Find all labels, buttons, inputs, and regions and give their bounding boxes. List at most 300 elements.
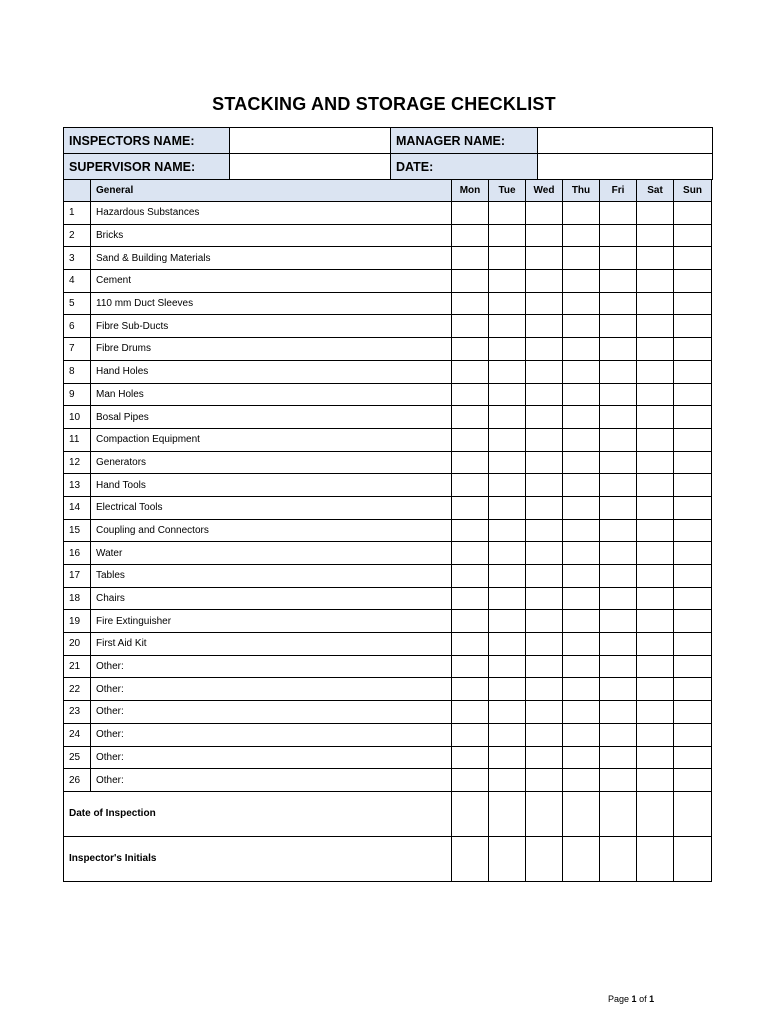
item-number: 22 [64,678,91,701]
checklist-row [64,678,712,701]
day-check-cell[interactable] [489,474,526,497]
item-number: 18 [64,587,91,610]
day-check-cell[interactable] [674,542,712,565]
day-check-cell[interactable] [674,406,712,429]
day-check-cell[interactable] [600,292,637,315]
day-cell[interactable] [637,836,674,881]
day-check-cell[interactable] [637,360,674,383]
day-check-cell[interactable] [452,474,489,497]
document-title: STACKING AND STORAGE CHECKLIST [212,94,556,114]
day-check-cell[interactable] [489,247,526,270]
day-check-cell[interactable] [600,451,637,474]
day-check-cell[interactable] [674,610,712,633]
day-check-cell[interactable] [674,474,712,497]
day-check-cell[interactable] [489,270,526,293]
day-cell[interactable] [600,836,637,881]
item-number: 1 [64,202,91,225]
day-cell[interactable] [674,791,712,836]
day-check-cell[interactable] [526,565,563,588]
day-check-cell[interactable] [563,224,600,247]
day-check-cell[interactable] [563,451,600,474]
item-number: 23 [64,701,91,724]
day-check-cell[interactable] [452,769,489,792]
day-check-cell[interactable] [563,292,600,315]
day-check-cell[interactable] [526,587,563,610]
day-check-cell[interactable] [600,315,637,338]
day-check-cell[interactable] [600,474,637,497]
day-check-cell[interactable] [674,292,712,315]
day-cell[interactable] [563,791,600,836]
day-check-cell[interactable] [526,247,563,270]
day-cell[interactable] [674,836,712,881]
day-check-cell[interactable] [526,542,563,565]
day-check-cell[interactable] [489,565,526,588]
day-check-cell[interactable] [526,202,563,225]
day-check-cell[interactable] [526,678,563,701]
day-check-cell[interactable] [674,701,712,724]
day-header-thu: Thu [563,180,600,202]
day-check-cell[interactable] [452,338,489,361]
day-check-cell[interactable] [600,224,637,247]
day-check-cell[interactable] [637,270,674,293]
day-check-cell[interactable] [637,519,674,542]
day-check-cell[interactable] [526,224,563,247]
day-check-cell[interactable] [452,451,489,474]
item-number: 25 [64,746,91,769]
item-label: Hazardous Substances [91,202,452,225]
item-label: Water [91,542,452,565]
item-label: Other: [91,723,452,746]
day-check-cell[interactable] [563,542,600,565]
day-check-cell[interactable] [452,428,489,451]
inspectors-name-field[interactable] [230,128,391,154]
item-label: Generators [91,451,452,474]
day-check-cell[interactable] [674,224,712,247]
page-of: of [639,994,647,1004]
checklist-row [64,406,712,429]
checklist-row [64,519,712,542]
day-check-cell[interactable] [563,383,600,406]
day-check-cell[interactable] [563,519,600,542]
day-check-cell[interactable] [637,769,674,792]
day-check-cell[interactable] [600,542,637,565]
item-label: Other: [91,701,452,724]
day-check-cell[interactable] [600,610,637,633]
day-check-cell[interactable] [563,496,600,519]
day-check-cell[interactable] [526,769,563,792]
day-check-cell[interactable] [674,565,712,588]
day-check-cell[interactable] [489,315,526,338]
item-label: Bricks [91,224,452,247]
checklist-row [64,633,712,656]
day-check-cell[interactable] [526,474,563,497]
inspectors-initials-label: Inspector's Initials [64,836,452,881]
item-label: 110 mm Duct Sleeves [91,292,452,315]
day-check-cell[interactable] [563,338,600,361]
day-check-cell[interactable] [563,746,600,769]
day-check-cell[interactable] [452,542,489,565]
day-cell[interactable] [452,836,489,881]
day-check-cell[interactable] [637,292,674,315]
day-header-tue: Tue [489,180,526,202]
item-number: 2 [64,224,91,247]
day-check-cell[interactable] [489,678,526,701]
day-check-cell[interactable] [563,428,600,451]
day-check-cell[interactable] [563,474,600,497]
manager-name-label: MANAGER NAME: [391,128,538,154]
day-check-cell[interactable] [637,496,674,519]
item-label: Compaction Equipment [91,428,452,451]
day-check-cell[interactable] [637,678,674,701]
day-check-cell[interactable] [563,202,600,225]
day-check-cell[interactable] [489,610,526,633]
day-check-cell[interactable] [526,746,563,769]
day-check-cell[interactable] [637,587,674,610]
date-of-inspection-row [64,791,712,836]
day-check-cell[interactable] [563,633,600,656]
day-check-cell[interactable] [637,338,674,361]
day-check-cell[interactable] [489,338,526,361]
checklist-table [63,179,712,882]
checklist-row [64,383,712,406]
day-check-cell[interactable] [674,360,712,383]
item-label: Coupling and Connectors [91,519,452,542]
day-check-cell[interactable] [600,360,637,383]
day-check-cell[interactable] [674,633,712,656]
day-cell[interactable] [489,836,526,881]
checklist-row [64,474,712,497]
day-check-cell[interactable] [452,360,489,383]
item-label: Man Holes [91,383,452,406]
day-check-cell[interactable] [452,746,489,769]
day-check-cell[interactable] [674,723,712,746]
day-check-cell[interactable] [526,723,563,746]
day-check-cell[interactable] [563,406,600,429]
day-check-cell[interactable] [489,292,526,315]
day-check-cell[interactable] [452,270,489,293]
day-check-cell[interactable] [600,519,637,542]
item-label: Fire Extinguisher [91,610,452,633]
day-check-cell[interactable] [674,451,712,474]
general-header: General [91,180,452,202]
day-check-cell[interactable] [489,655,526,678]
item-label: Sand & Building Materials [91,247,452,270]
day-check-cell[interactable] [637,655,674,678]
day-check-cell[interactable] [452,406,489,429]
item-number: 9 [64,383,91,406]
item-number: 19 [64,610,91,633]
day-check-cell[interactable] [452,383,489,406]
day-header-mon: Mon [452,180,489,202]
checklist-row [64,315,712,338]
day-check-cell[interactable] [452,202,489,225]
day-check-cell[interactable] [600,428,637,451]
day-cell[interactable] [526,791,563,836]
item-number: 21 [64,655,91,678]
date-label: DATE: [391,154,538,180]
day-check-cell[interactable] [452,610,489,633]
date-field[interactable] [538,154,713,180]
day-check-cell[interactable] [600,746,637,769]
day-check-cell[interactable] [526,701,563,724]
page-label: Page [608,994,630,1004]
supervisor-name-label: SUPERVISOR NAME: [64,154,230,180]
checklist-row [64,428,712,451]
number-header [64,180,91,202]
item-number: 14 [64,496,91,519]
day-check-cell[interactable] [637,542,674,565]
day-check-cell[interactable] [526,292,563,315]
day-check-cell[interactable] [637,224,674,247]
item-label: Other: [91,655,452,678]
day-check-cell[interactable] [526,428,563,451]
day-cell[interactable] [526,836,563,881]
day-check-cell[interactable] [600,202,637,225]
day-check-cell[interactable] [489,542,526,565]
day-check-cell[interactable] [600,655,637,678]
item-label: Cement [91,270,452,293]
day-check-cell[interactable] [526,451,563,474]
day-check-cell[interactable] [600,678,637,701]
day-check-cell[interactable] [600,247,637,270]
day-header-sun: Sun [674,180,712,202]
item-label: First Aid Kit [91,633,452,656]
day-check-cell[interactable] [452,519,489,542]
item-number: 16 [64,542,91,565]
day-check-cell[interactable] [563,587,600,610]
day-check-cell[interactable] [674,678,712,701]
day-check-cell[interactable] [637,610,674,633]
checklist-row [64,451,712,474]
checklist-row [64,224,712,247]
day-check-cell[interactable] [452,655,489,678]
day-check-cell[interactable] [674,202,712,225]
checklist-header-row [64,180,712,202]
item-number: 13 [64,474,91,497]
day-cell[interactable] [563,836,600,881]
checklist-row [64,360,712,383]
day-check-cell[interactable] [637,383,674,406]
day-cell[interactable] [600,791,637,836]
checklist-row [64,587,712,610]
day-check-cell[interactable] [600,496,637,519]
day-check-cell[interactable] [452,247,489,270]
day-check-cell[interactable] [452,701,489,724]
day-check-cell[interactable] [563,678,600,701]
day-check-cell[interactable] [637,723,674,746]
item-number: 20 [64,633,91,656]
day-check-cell[interactable] [452,633,489,656]
day-check-cell[interactable] [637,701,674,724]
day-check-cell[interactable] [600,270,637,293]
item-label: Fibre Drums [91,338,452,361]
day-check-cell[interactable] [526,496,563,519]
day-check-cell[interactable] [674,655,712,678]
checklist-row [64,655,712,678]
day-check-cell[interactable] [674,338,712,361]
day-check-cell[interactable] [489,224,526,247]
day-check-cell[interactable] [674,587,712,610]
item-number: 4 [64,270,91,293]
header-info-table [63,127,713,180]
day-check-cell[interactable] [526,315,563,338]
page-number [608,994,654,1004]
item-label: Hand Holes [91,360,452,383]
date-of-inspection-label: Date of Inspection [64,791,452,836]
day-check-cell[interactable] [526,270,563,293]
item-number: 6 [64,315,91,338]
checklist-row [64,723,712,746]
day-check-cell[interactable] [600,701,637,724]
day-check-cell[interactable] [452,224,489,247]
checklist-row [64,292,712,315]
day-check-cell[interactable] [563,315,600,338]
day-check-cell[interactable] [526,633,563,656]
item-number: 3 [64,247,91,270]
item-number: 12 [64,451,91,474]
day-check-cell[interactable] [674,496,712,519]
day-check-cell[interactable] [489,202,526,225]
item-label: Fibre Sub-Ducts [91,315,452,338]
item-number: 17 [64,565,91,588]
item-number: 15 [64,519,91,542]
inspectors-initials-row [64,836,712,881]
item-number: 10 [64,406,91,429]
day-check-cell[interactable] [452,315,489,338]
item-label: Chairs [91,587,452,610]
day-check-cell[interactable] [526,360,563,383]
day-check-cell[interactable] [674,270,712,293]
item-number: 8 [64,360,91,383]
day-check-cell[interactable] [489,383,526,406]
checklist-row [64,202,712,225]
day-check-cell[interactable] [600,406,637,429]
day-check-cell[interactable] [563,360,600,383]
item-number: 11 [64,428,91,451]
day-check-cell[interactable] [563,701,600,724]
day-check-cell[interactable] [637,428,674,451]
supervisor-name-field[interactable] [230,154,391,180]
day-check-cell[interactable] [600,587,637,610]
inspectors-name-label: INSPECTORS NAME: [64,128,230,154]
day-check-cell[interactable] [489,633,526,656]
day-check-cell[interactable] [563,610,600,633]
day-check-cell[interactable] [526,406,563,429]
day-cell[interactable] [489,791,526,836]
day-check-cell[interactable] [637,202,674,225]
day-check-cell[interactable] [452,587,489,610]
day-check-cell[interactable] [674,315,712,338]
item-number: 24 [64,723,91,746]
day-header-fri: Fri [600,180,637,202]
checklist-row [64,701,712,724]
day-check-cell[interactable] [637,633,674,656]
day-cell[interactable] [452,791,489,836]
day-check-cell[interactable] [489,769,526,792]
manager-name-field[interactable] [538,128,713,154]
day-check-cell[interactable] [600,565,637,588]
day-check-cell[interactable] [489,360,526,383]
day-check-cell[interactable] [600,633,637,656]
day-check-cell[interactable] [526,338,563,361]
day-check-cell[interactable] [674,519,712,542]
day-check-cell[interactable] [489,406,526,429]
day-check-cell[interactable] [489,496,526,519]
day-check-cell[interactable] [489,723,526,746]
day-cell[interactable] [637,791,674,836]
day-check-cell[interactable] [637,565,674,588]
day-check-cell[interactable] [600,338,637,361]
checklist-row [64,338,712,361]
day-check-cell[interactable] [563,769,600,792]
item-label: Other: [91,746,452,769]
item-number: 7 [64,338,91,361]
day-check-cell[interactable] [637,746,674,769]
item-label: Other: [91,678,452,701]
day-check-cell[interactable] [563,723,600,746]
page-current: 1 [631,994,637,1004]
day-check-cell[interactable] [452,292,489,315]
checklist-row [64,769,712,792]
day-check-cell[interactable] [674,247,712,270]
day-check-cell[interactable] [489,451,526,474]
day-check-cell[interactable] [563,247,600,270]
day-check-cell[interactable] [563,270,600,293]
day-check-cell[interactable] [526,383,563,406]
day-check-cell[interactable] [489,587,526,610]
day-check-cell[interactable] [452,496,489,519]
day-check-cell[interactable] [637,406,674,429]
day-check-cell[interactable] [489,746,526,769]
day-header-sat: Sat [637,180,674,202]
item-label: Bosal Pipes [91,406,452,429]
day-check-cell[interactable] [674,428,712,451]
day-check-cell[interactable] [674,769,712,792]
day-check-cell[interactable] [600,723,637,746]
day-check-cell[interactable] [563,565,600,588]
checklist-row [64,542,712,565]
day-check-cell[interactable] [600,383,637,406]
checklist-row [64,610,712,633]
item-label: Hand Tools [91,474,452,497]
day-check-cell[interactable] [674,746,712,769]
day-check-cell[interactable] [452,678,489,701]
day-check-cell[interactable] [452,723,489,746]
checklist-row [64,270,712,293]
day-check-cell[interactable] [452,565,489,588]
checklist-row [64,746,712,769]
day-check-cell[interactable] [637,315,674,338]
day-check-cell[interactable] [637,474,674,497]
item-label: Electrical Tools [91,496,452,519]
day-check-cell[interactable] [637,451,674,474]
checklist-row [64,247,712,270]
day-check-cell[interactable] [526,655,563,678]
day-check-cell[interactable] [674,383,712,406]
day-check-cell[interactable] [637,247,674,270]
day-check-cell[interactable] [489,519,526,542]
page-total: 1 [649,994,655,1004]
item-number: 5 [64,292,91,315]
day-check-cell[interactable] [526,519,563,542]
day-check-cell[interactable] [600,769,637,792]
day-check-cell[interactable] [563,655,600,678]
day-check-cell[interactable] [489,701,526,724]
day-check-cell[interactable] [489,428,526,451]
day-check-cell[interactable] [526,610,563,633]
checklist-row [64,496,712,519]
item-number: 26 [64,769,91,792]
